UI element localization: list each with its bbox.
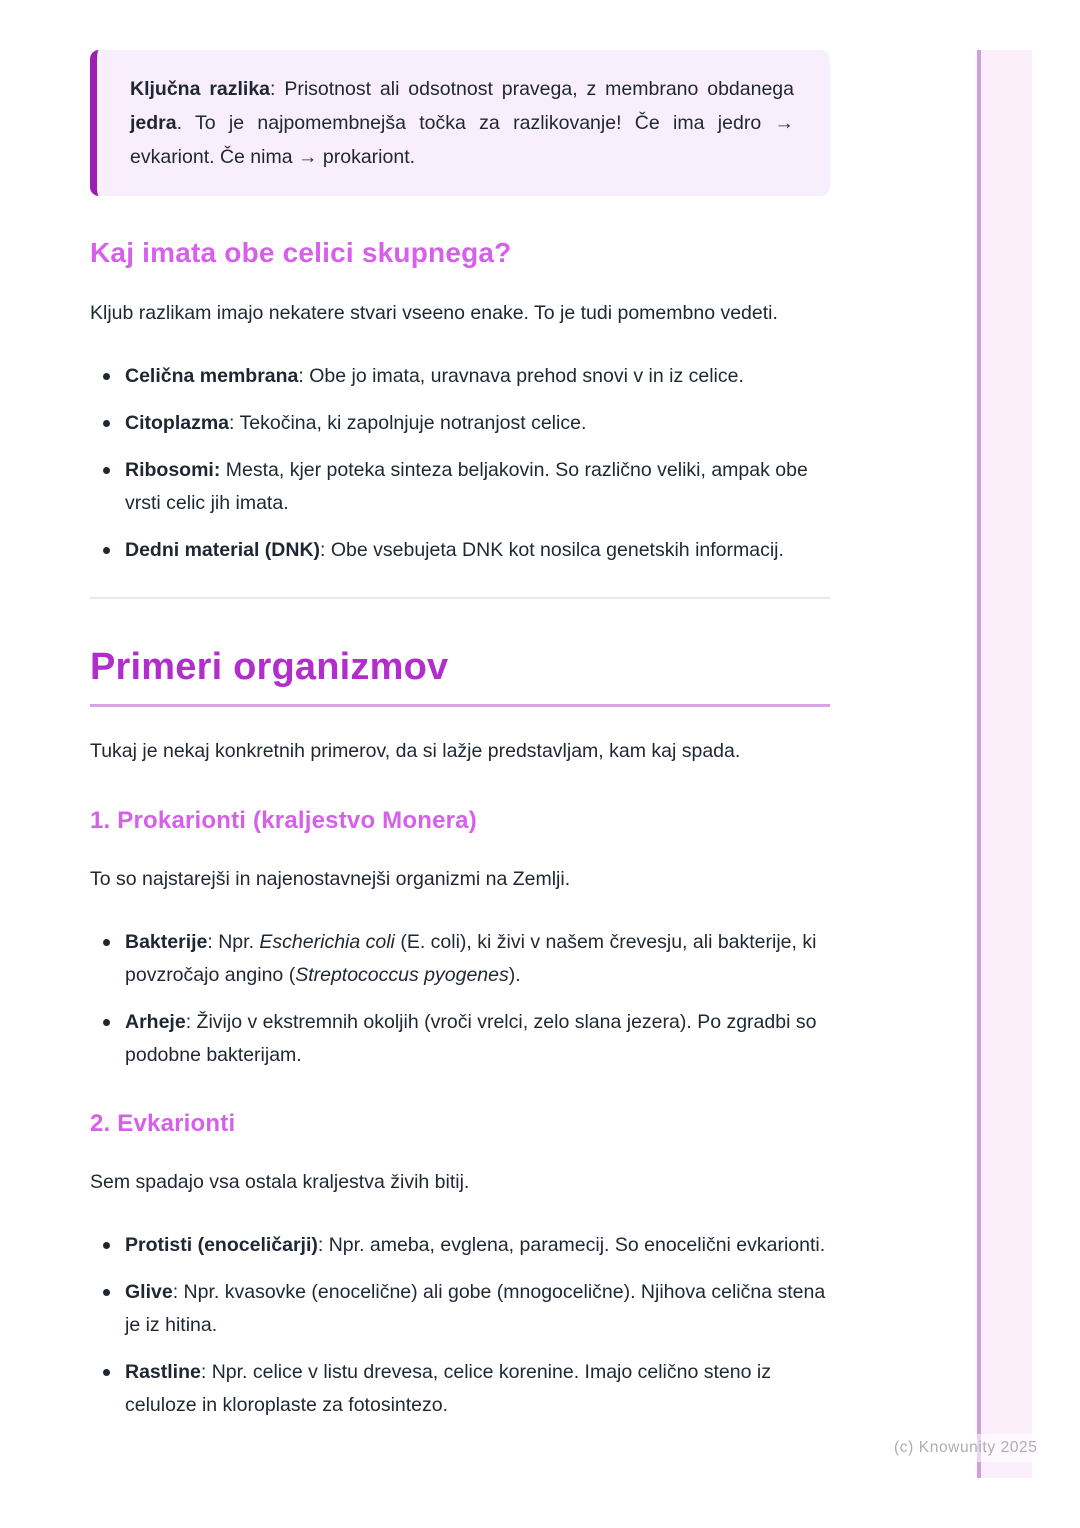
text-segment: : Tekočina, ki zapolnjuje notranjost celice. — [229, 412, 587, 434]
common-intro-paragraph: Kljub razlikam imajo nekatere stvari vseeno enake. To je tudi pomembno vedeti. — [90, 302, 778, 324]
text-segment: ). — [508, 964, 521, 986]
text-segment: (E. coli), ki živi v našem črevesju, ali bakterije, ki povzročajo angino ( — [125, 931, 817, 986]
text-segment: Bakterije — [125, 931, 208, 953]
list-item — [90, 407, 830, 440]
text-segment: Streptococcus pyogenes — [295, 964, 509, 986]
text-segment: . To je najpomembnejša točka za razlikovanje! Če ima jedro → evkariont. Če nima → prokariont. — [130, 112, 794, 168]
prokaryotes-list — [90, 926, 830, 1072]
eukaryotes-list — [90, 1229, 830, 1422]
text-segment: : Obe vsebujeta DNK kot nosilca genetskih informacij. — [320, 539, 784, 561]
text-segment: Citoplazma — [125, 412, 230, 434]
sub-heading-prokaryotes: 1. Prokarionti (kraljestvo Monera) — [90, 807, 477, 834]
examples-intro-paragraph: Tukaj je nekaj konkretnih primerov, da si lažje predstavljam, kam kaj spada. — [90, 740, 741, 762]
text-segment: Mesta, kjer poteka sinteza beljakovin. So različno veliki, ampak obe vrsti celic jih imata. — [125, 459, 808, 514]
list-item — [90, 454, 830, 520]
key-difference-callout — [90, 50, 830, 196]
page-title-examples: Primeri organizmov — [90, 645, 830, 707]
section-divider — [90, 597, 830, 599]
text-segment: jedra — [130, 112, 177, 134]
text-segment: : Npr. kvasovke (enocelične) ali gobe (mnogocelične). Njihova celična stena je iz hitina. — [125, 1281, 826, 1336]
list-item — [90, 1356, 830, 1422]
text-segment: : Obe jo imata, uravnava prehod snovi v in iz celice. — [298, 365, 744, 387]
text-segment: Ključna razlika — [130, 78, 271, 100]
eukaryotes-intro-paragraph: Sem spadajo vsa ostala kraljestva živih bitij. — [90, 1171, 470, 1193]
list-item — [90, 1006, 830, 1072]
section-heading-common: Kaj imata obe celici skupnega? — [90, 237, 512, 268]
list-item — [90, 360, 830, 393]
text-segment: Protisti (enoceličarji) — [125, 1234, 318, 1256]
sub-heading-eukaryotes: 2. Evkarionti — [90, 1110, 236, 1137]
list-item — [90, 1276, 830, 1342]
text-segment: Ribosomi: — [125, 459, 221, 481]
text-segment: : Prisotnost ali odsotnost pravega, z membrano obdanega — [270, 78, 795, 100]
text-segment: : Živijo v ekstremnih okoljih (vroči vrelci, zelo slana jezera). Po zgradbi so podobne bakterijam. — [125, 1011, 817, 1066]
text-segment: : Npr. celice v listu drevesa, celice korenine. Imajo celično steno iz celuloze in kloroplaste za fotosintezo. — [125, 1361, 771, 1416]
text-segment: Arheje — [125, 1011, 186, 1033]
list-item — [90, 534, 830, 567]
prokaryotes-intro-paragraph: To so najstarejši in najenostavnejši organizmi na Zemlji. — [90, 868, 571, 890]
list-item — [90, 926, 830, 992]
text-segment: Celična membrana — [125, 365, 299, 387]
text-segment: Escherichia coli — [259, 931, 395, 953]
list-item — [90, 1229, 830, 1262]
text-segment: Dedni material (DNK) — [125, 539, 321, 561]
text-segment: : Npr. — [207, 931, 260, 953]
text-segment: : Npr. ameba, evglena, paramecij. So enocelični evkarionti. — [317, 1234, 826, 1256]
right-accent-stripe — [977, 50, 1032, 1478]
content-column — [90, 0, 830, 1422]
common-features-list — [90, 360, 830, 567]
text-segment: Glive — [125, 1281, 173, 1303]
copyright-watermark: (c) Knowunity 2025 — [888, 1434, 1045, 1462]
text-segment: Rastline — [125, 1361, 201, 1383]
